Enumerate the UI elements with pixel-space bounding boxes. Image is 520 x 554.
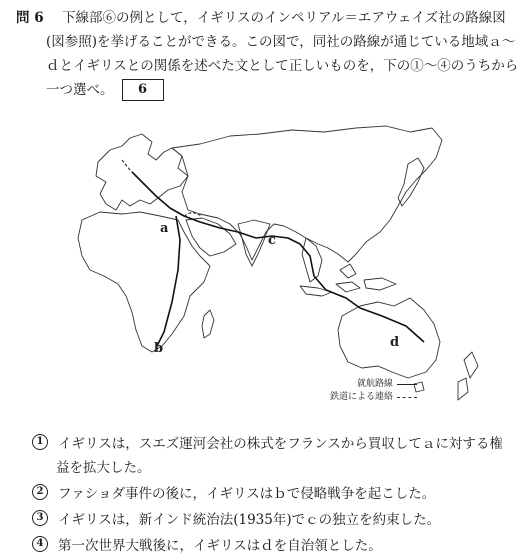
question-text-line-4-text: 一つ選べ。 bbox=[46, 82, 114, 98]
legend-air-route-label: 就航路線 bbox=[357, 379, 394, 389]
air-route-asia-australia bbox=[256, 236, 424, 342]
choice-2-number: 2 bbox=[32, 484, 48, 500]
asia-landmass bbox=[172, 126, 442, 262]
legend-air-route bbox=[330, 378, 417, 391]
europe-landmass bbox=[96, 134, 188, 210]
choice-4-text: 第一次世界大戦後に，イギリスはｄを自治領とした。 bbox=[58, 538, 382, 554]
choice-2-text: ファショダ事件の後に，イギリスはｂで侵略戦争を起こした。 bbox=[58, 486, 436, 502]
choice-3[interactable] bbox=[32, 508, 440, 528]
madagascar-landmass bbox=[202, 310, 214, 338]
question-text-line-3: ｄとイギリスとの関係を述べた文として正しいものを，下の①～④のうちから bbox=[46, 58, 519, 74]
air-route-europe-middle-east bbox=[132, 172, 256, 238]
choice-3-text: イギリスは，新インド統治法(1935年)でｃの独立を約束した。 bbox=[58, 512, 441, 528]
region-label-a: a bbox=[160, 221, 169, 236]
indonesia-landmass bbox=[300, 264, 396, 296]
choice-1-text-continued: 益を拡大した。 bbox=[56, 460, 151, 476]
rail-connection-europe bbox=[122, 160, 132, 172]
choice-1-number: 1 bbox=[32, 434, 48, 450]
region-label-d: d bbox=[390, 335, 400, 350]
choice-1[interactable] bbox=[32, 432, 503, 452]
legend-dashed-line bbox=[397, 397, 417, 398]
choice-4[interactable] bbox=[32, 534, 382, 554]
question-number: 問 6 bbox=[16, 10, 44, 26]
choice-4-number: 4 bbox=[32, 536, 48, 552]
choice-3-number: 3 bbox=[32, 510, 48, 526]
answer-box[interactable]: 6 bbox=[122, 79, 164, 101]
map-legend bbox=[330, 378, 417, 404]
legend-solid-line bbox=[397, 384, 417, 385]
new-zealand-landmass bbox=[458, 352, 478, 400]
question-text-line-4 bbox=[46, 78, 164, 102]
route-map bbox=[60, 120, 500, 410]
region-label-b: b bbox=[154, 341, 164, 356]
choice-1-text: イギリスは，スエズ運河会社の株式をフランスから買収してａに対する権 bbox=[58, 436, 503, 452]
question-text-line-2: (図参照)を挙げることができる。この図で，同社の路線が通じている地域ａ～ bbox=[46, 34, 516, 50]
legend-rail-connection bbox=[330, 391, 417, 404]
legend-rail-connection-label: 鉄道による連絡 bbox=[330, 392, 394, 402]
question-text-line-1: 下線部⑥の例として，イギリスのインペリアル＝エアウェイズ社の路線図 bbox=[62, 10, 506, 26]
africa-landmass bbox=[78, 212, 210, 352]
india-landmass bbox=[238, 220, 270, 266]
choice-2[interactable] bbox=[32, 482, 435, 502]
australia-landmass bbox=[338, 298, 440, 378]
region-label-c: c bbox=[268, 233, 276, 248]
